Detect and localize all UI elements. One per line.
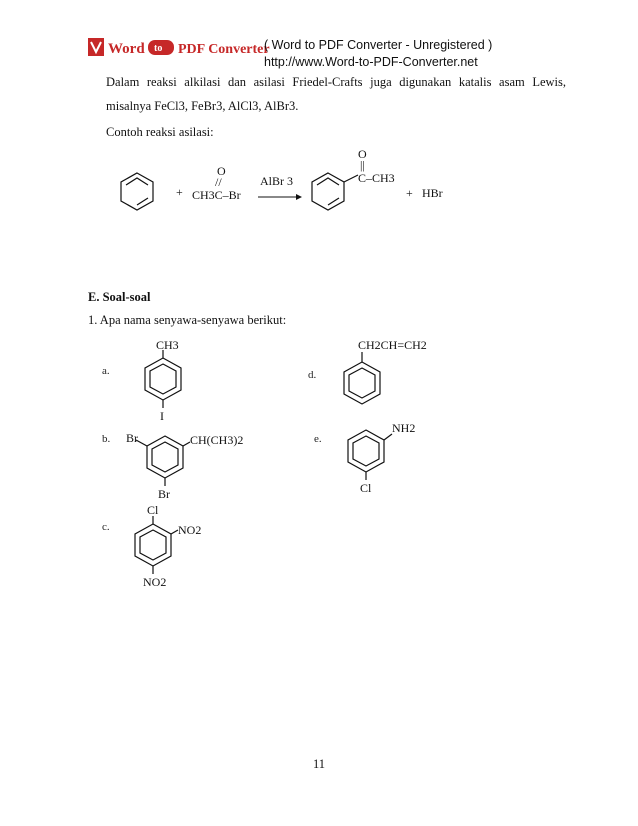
section-heading: E. Soal-soal bbox=[88, 290, 151, 304]
acylation-reaction bbox=[100, 145, 460, 225]
compound-e-right: NH2 bbox=[392, 421, 416, 435]
compound-e-bottom: Cl bbox=[360, 481, 372, 495]
watermark-line-1: ( Word to PDF Converter - Unregistered ) bbox=[264, 38, 493, 52]
benzene-ring-reactant bbox=[121, 173, 153, 210]
watermark-logo-word: Word bbox=[108, 41, 145, 57]
question-1: 1. Apa nama senyawa-senyawa berikut: bbox=[88, 313, 287, 327]
reagent-double-bond: // bbox=[215, 175, 222, 189]
compound-c-ring bbox=[135, 516, 178, 574]
compound-b-left: Br bbox=[126, 431, 138, 445]
watermark-logo-pdf: PDF Converter bbox=[178, 42, 270, 57]
compound-a-bottom: I bbox=[160, 409, 164, 423]
compound-e-ring bbox=[348, 430, 392, 480]
compound-a-top: CH3 bbox=[156, 338, 179, 352]
intro-line-1: Dalam reaksi alkilasi dan asilasi Friedel-Crafts juga digunakan katalis asam Lewis, bbox=[106, 75, 566, 89]
plus-sign-2: + bbox=[406, 186, 413, 200]
reagent-oxygen: O bbox=[217, 164, 226, 178]
reagent-formula: CH3C–Br bbox=[192, 188, 241, 202]
compound-c-label: c. bbox=[102, 521, 110, 533]
page-number: 11 bbox=[312, 757, 326, 771]
plus-sign-1: + bbox=[176, 185, 183, 199]
compound-b-ring bbox=[136, 436, 190, 486]
compound-b-label: b. bbox=[102, 433, 111, 445]
compound-d-top: CH2CH=CH2 bbox=[358, 338, 427, 352]
watermark-logo bbox=[88, 36, 270, 58]
benzene-ring-product bbox=[312, 173, 358, 210]
example-heading: Contoh reaksi asilasi: bbox=[106, 125, 214, 139]
compound-a-ring bbox=[145, 350, 181, 408]
reaction-arrow-head bbox=[296, 194, 302, 200]
catalyst-label: AlBr 3 bbox=[260, 174, 293, 188]
watermark-line-2: http://www.Word-to-PDF-Converter.net bbox=[264, 55, 478, 69]
compound-e-label: e. bbox=[314, 433, 322, 445]
compound-structures bbox=[90, 334, 450, 604]
product-double-bond: || bbox=[360, 158, 365, 172]
compound-d-label: d. bbox=[308, 369, 317, 381]
compound-c-right: NO2 bbox=[178, 523, 202, 537]
compound-d-ring bbox=[344, 352, 380, 404]
intro-line-2: misalnya FeCl3, FeBr3, AlCl3, AlBr3. bbox=[106, 99, 299, 113]
watermark-logo-to: to bbox=[154, 43, 163, 54]
product-acetyl-group: C–CH3 bbox=[358, 171, 395, 185]
hbr-label: HBr bbox=[422, 186, 443, 200]
product-oxygen: O bbox=[358, 147, 367, 161]
compound-b-right: CH(CH3)2 bbox=[190, 433, 244, 447]
compound-c-bottom: NO2 bbox=[143, 575, 167, 589]
compound-a-label: a. bbox=[102, 365, 110, 377]
compound-c-top: Cl bbox=[147, 503, 159, 517]
compound-b-bottom: Br bbox=[158, 487, 170, 501]
